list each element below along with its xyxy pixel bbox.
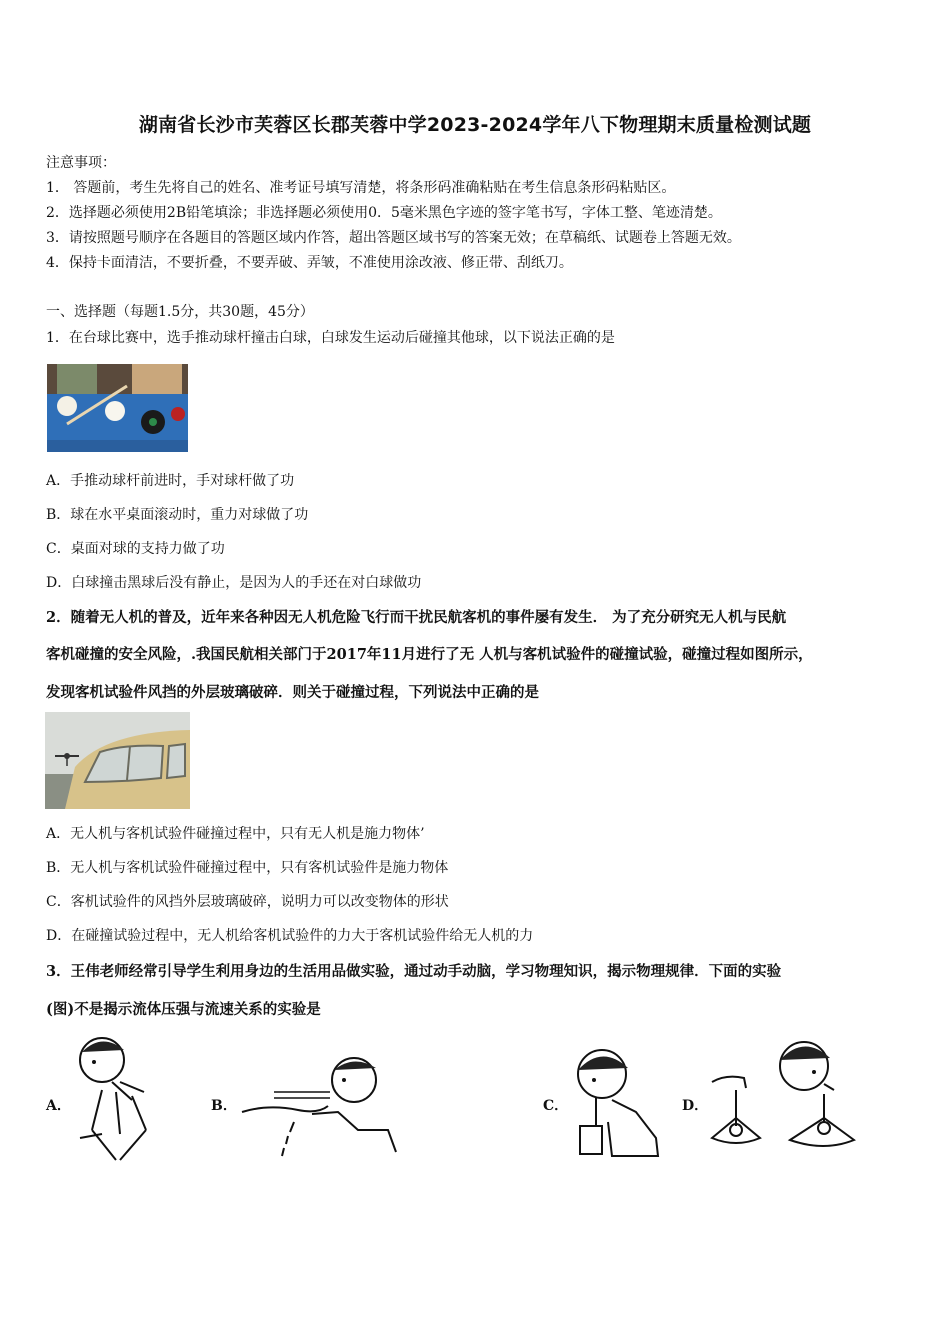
notes-heading: 注意事项： <box>46 155 116 171</box>
q2-option-d: D．在碰撞试验过程中，无人机给客机试验件的力大于客机试验件给无人机的力 <box>46 928 534 944</box>
q1-option-d: D．白球撞击黑球后没有静止，是因为人的手还在对白球做功 <box>46 575 422 591</box>
q3-stem-line: (图)不是揭示流体压强与流速关系的实验是 <box>46 1001 321 1018</box>
q2-option-a: A．无人机与客机试验件碰撞过程中，只有无人机是施力物体’ <box>46 826 425 842</box>
page-title: 湖南省长沙市芙蓉区长郡芙蓉中学2023-2024学年八下物理期末质量检测试题 <box>138 114 812 136</box>
q2-option-c: C．客机试验件的风挡外层玻璃破碎，说明力可以改变物体的形状 <box>46 894 449 910</box>
billiards-photo <box>47 364 188 452</box>
q1-option-a: A．手推动球杆前进时，手对球杆做了功 <box>46 473 295 489</box>
q1-option-b: B．球在水平桌面滚动时，重力对球做了功 <box>46 507 309 523</box>
note-item: 4．保持卡面清洁，不要折叠，不要弄破、弄皱，不准使用涂改液、修正带、刮纸刀。 <box>46 255 573 271</box>
note-item: 3．请按照题号顺序在各题目的答题区域内作答，超出答题区域书写的答案无效；在草稿纸、试题卷上答题无效。 <box>46 230 741 246</box>
q3-stem-line: 3．王伟老师经常引导学生利用身边的生活用品做实验，通过动手动脑，学习物理知识，揭示物理规律．下面的实验 <box>46 963 782 980</box>
q3-option-b-figure <box>238 1052 398 1160</box>
q3-option-d-figure <box>706 1034 856 1160</box>
note-item: 1． 答题前，考生先将自己的姓名、准考证号填写清楚，将条形码准确粘贴在考生信息条形码粘贴区。 <box>46 180 676 196</box>
section-heading: 一、选择题（每题1.5分，共30题，45分） <box>46 304 314 320</box>
q3-option-b-label: B． <box>211 1098 237 1114</box>
note-item: 2．选择题必须使用2B铅笔填涂；非选择题必须使用0．5毫米黑色字迹的签字笔书写，字体工整、笔迹清楚。 <box>46 205 722 221</box>
q2-stem-line: 客机碰撞的安全风险，.我国民航相关部门于2017年11月进行了无 人机与客机试验件的碰撞试验，碰撞过程如图所示， <box>46 646 813 663</box>
q3-option-c-label: C． <box>543 1098 569 1114</box>
drone-collision-photo <box>45 712 190 809</box>
q3-option-a-figure <box>72 1030 160 1162</box>
q3-option-d-label: D． <box>682 1098 709 1114</box>
q1-stem: 1．在台球比赛中，选手推动球杆撞击白球，白球发生运动后碰撞其他球，以下说法正确的是 <box>46 330 615 346</box>
q2-stem-line: 2．随着无人机的普及，近年来各种因无人机危险飞行而干扰民航客机的事件屡有发生． 为了充分研究无人机与民航 <box>46 609 787 626</box>
q3-option-a-label: A． <box>46 1098 71 1114</box>
q2-stem-line: 发现客机试验件风挡的外层玻璃破碎．则关于碰撞过程，下列说法中正确的是 <box>46 684 539 701</box>
q3-option-c-figure <box>572 1042 664 1160</box>
q1-option-c: C．桌面对球的支持力做了功 <box>46 541 225 557</box>
q2-option-b: B．无人机与客机试验件碰撞过程中，只有客机试验件是施力物体 <box>46 860 449 876</box>
